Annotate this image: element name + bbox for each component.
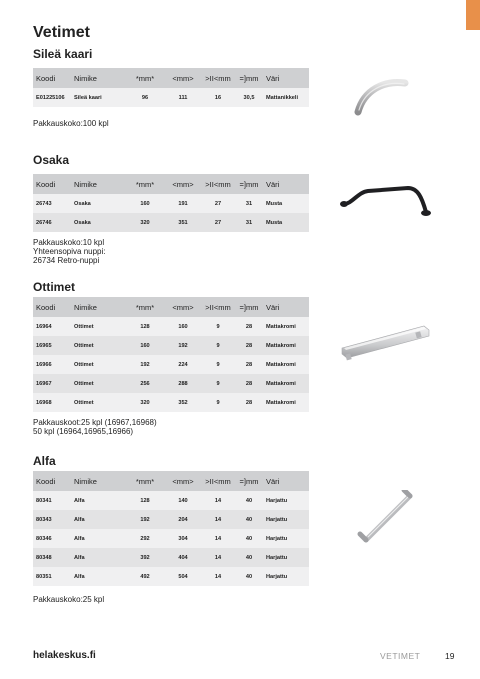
cell-depth: 40: [235, 491, 263, 510]
section-silea-kaari: [33, 46, 309, 128]
column-header: *mm*: [125, 297, 165, 317]
cell-koodi: 16965: [33, 336, 71, 355]
cell-cc: 288: [165, 374, 201, 393]
table-row: [33, 88, 309, 107]
note-line: Pakkauskoot:25 kpl (16967,16968): [33, 418, 157, 427]
cell-nimike: Ottimet: [71, 317, 125, 336]
cell-nimike: Ottimet: [71, 374, 125, 393]
cell-depth: 40: [235, 529, 263, 548]
cell-mm: 320: [125, 213, 165, 232]
note-line: Pakkauskoko:25 kpl: [33, 595, 105, 604]
cell-vari: Harjattu: [263, 529, 309, 548]
cell-depth: 28: [235, 317, 263, 336]
package-note: [33, 595, 309, 604]
cell-koodi: 80346: [33, 529, 71, 548]
cell-height: 16: [201, 88, 235, 107]
cell-cc: 111: [165, 88, 201, 107]
curved-handle-icon: [350, 76, 412, 120]
cell-vari: Mattakromi: [263, 374, 309, 393]
product-table: [33, 297, 309, 412]
cell-mm: 96: [125, 88, 165, 107]
table-row: [33, 529, 309, 548]
cell-depth: 31: [235, 194, 263, 213]
column-header: Väri: [263, 68, 309, 88]
cell-koodi: 80341: [33, 491, 71, 510]
table-row: [33, 510, 309, 529]
cell-koodi: 16967: [33, 374, 71, 393]
section-alfa: [33, 453, 309, 604]
note-line: 26734 Retro-nuppi: [33, 256, 100, 265]
cell-cc: 160: [165, 317, 201, 336]
corner-tab: [466, 0, 480, 30]
column-header: =]mm: [235, 471, 263, 491]
cell-height: 27: [201, 194, 235, 213]
page-number: 19: [445, 651, 455, 661]
cell-mm: 160: [125, 194, 165, 213]
cell-height: 9: [201, 374, 235, 393]
cell-depth: 40: [235, 567, 263, 586]
column-header: *mm*: [125, 174, 165, 194]
column-header: =]mm: [235, 68, 263, 88]
cell-mm: 192: [125, 355, 165, 374]
note-line: 50 kpl (16964,16965,16966): [33, 427, 134, 436]
cell-cc: 192: [165, 336, 201, 355]
column-header: =]mm: [235, 174, 263, 194]
cell-height: 14: [201, 491, 235, 510]
table-row: [33, 491, 309, 510]
cell-mm: 128: [125, 491, 165, 510]
cell-cc: 504: [165, 567, 201, 586]
column-header: =]mm: [235, 297, 263, 317]
cell-vari: Musta: [263, 194, 309, 213]
cell-mm: 320: [125, 393, 165, 412]
section-title: Ottimet: [33, 280, 75, 294]
table-row: [33, 213, 309, 232]
cell-koodi: 80351: [33, 567, 71, 586]
cell-depth: 28: [235, 355, 263, 374]
cell-koodi: 26743: [33, 194, 71, 213]
cell-nimike: Alfa: [71, 548, 125, 567]
cell-height: 9: [201, 317, 235, 336]
cell-koodi: 80343: [33, 510, 71, 529]
cell-height: 9: [201, 336, 235, 355]
section-title: Sileä kaari: [33, 47, 93, 61]
cell-vari: Harjattu: [263, 510, 309, 529]
cell-height: 14: [201, 529, 235, 548]
cell-height: 9: [201, 393, 235, 412]
column-header: Nimike: [71, 471, 125, 491]
product-table: [33, 471, 309, 586]
cell-cc: 351: [165, 213, 201, 232]
footer-site: helakeskus.fi: [33, 650, 96, 661]
cell-cc: 404: [165, 548, 201, 567]
cell-vari: Mattakromi: [263, 355, 309, 374]
cell-cc: 204: [165, 510, 201, 529]
note-line: Pakkauskoko:100 kpl: [33, 119, 109, 128]
cell-vari: Mattanikkeli: [263, 88, 309, 107]
cell-nimike: Alfa: [71, 491, 125, 510]
cell-koodi: E01225106: [33, 88, 71, 107]
column-header: Koodi: [33, 174, 71, 194]
column-header: Koodi: [33, 297, 71, 317]
cell-cc: 352: [165, 393, 201, 412]
table-row: [33, 393, 309, 412]
column-header: Väri: [263, 297, 309, 317]
cell-mm: 128: [125, 317, 165, 336]
column-header: Koodi: [33, 68, 71, 88]
cell-height: 27: [201, 213, 235, 232]
cell-height: 14: [201, 548, 235, 567]
table-header: [33, 297, 309, 317]
cell-vari: Harjattu: [263, 567, 309, 586]
cell-nimike: Ottimet: [71, 355, 125, 374]
column-header: Väri: [263, 174, 309, 194]
cell-depth: 30,5: [235, 88, 263, 107]
column-header: >II<mm: [201, 174, 235, 194]
column-header: >II<mm: [201, 68, 235, 88]
cell-height: 14: [201, 567, 235, 586]
cell-vari: Musta: [263, 213, 309, 232]
cell-depth: 28: [235, 393, 263, 412]
column-header: Väri: [263, 471, 309, 491]
cell-koodi: 26746: [33, 213, 71, 232]
product-table: [33, 174, 309, 232]
column-header: <mm>: [165, 297, 201, 317]
section-ottimet: [33, 279, 309, 436]
note-line: Pakkauskoko:10 kpl: [33, 238, 105, 247]
section-title: Osaka: [33, 153, 70, 167]
column-header: >II<mm: [201, 471, 235, 491]
cell-nimike: Osaka: [71, 194, 125, 213]
angled-handle-icon: [352, 490, 420, 552]
cell-nimike: Alfa: [71, 567, 125, 586]
section-title: Alfa: [33, 454, 56, 468]
cell-koodi: 80348: [33, 548, 71, 567]
package-note: [33, 119, 309, 128]
cell-mm: 292: [125, 529, 165, 548]
cell-depth: 28: [235, 374, 263, 393]
cell-nimike: Ottimet: [71, 393, 125, 412]
note-line: Yhteensopiva nuppi:: [33, 247, 106, 256]
cell-cc: 224: [165, 355, 201, 374]
cell-vari: Harjattu: [263, 491, 309, 510]
cell-koodi: 16964: [33, 317, 71, 336]
cell-koodi: 16966: [33, 355, 71, 374]
table-header: [33, 471, 309, 491]
cell-mm: 160: [125, 336, 165, 355]
column-header: <mm>: [165, 471, 201, 491]
cell-nimike: Alfa: [71, 529, 125, 548]
column-header: <mm>: [165, 68, 201, 88]
column-header: Nimike: [71, 68, 125, 88]
table-row: [33, 374, 309, 393]
column-header: Nimike: [71, 297, 125, 317]
black-handle-icon: [338, 178, 436, 224]
cell-cc: 304: [165, 529, 201, 548]
cell-height: 9: [201, 355, 235, 374]
table-row: [33, 317, 309, 336]
cell-mm: 192: [125, 510, 165, 529]
cell-height: 14: [201, 510, 235, 529]
table-header: [33, 174, 309, 194]
product-table: [33, 68, 309, 107]
cell-mm: 492: [125, 567, 165, 586]
cell-vari: Mattakromi: [263, 317, 309, 336]
table-row: [33, 336, 309, 355]
column-header: <mm>: [165, 174, 201, 194]
bar-handle-icon: [336, 318, 434, 366]
cell-nimike: Osaka: [71, 213, 125, 232]
column-header: *mm*: [125, 68, 165, 88]
cell-vari: Harjattu: [263, 548, 309, 567]
page-title: Vetimet: [33, 24, 90, 41]
footer-section-label: VETIMET: [380, 651, 421, 661]
column-header: >II<mm: [201, 297, 235, 317]
table-row: [33, 194, 309, 213]
cell-vari: Mattakromi: [263, 336, 309, 355]
cell-vari: Mattakromi: [263, 393, 309, 412]
cell-depth: 28: [235, 336, 263, 355]
cell-nimike: Sileä kaari: [71, 88, 125, 107]
cell-koodi: 16968: [33, 393, 71, 412]
column-header: Koodi: [33, 471, 71, 491]
cell-mm: 392: [125, 548, 165, 567]
column-header: *mm*: [125, 471, 165, 491]
table-header: [33, 68, 309, 88]
cell-cc: 191: [165, 194, 201, 213]
package-note: [33, 238, 309, 265]
cell-depth: 40: [235, 510, 263, 529]
column-header: Nimike: [71, 174, 125, 194]
table-row: [33, 355, 309, 374]
cell-nimike: Alfa: [71, 510, 125, 529]
cell-cc: 140: [165, 491, 201, 510]
cell-depth: 31: [235, 213, 263, 232]
table-row: [33, 567, 309, 586]
cell-mm: 256: [125, 374, 165, 393]
package-note: [33, 418, 309, 436]
section-osaka: [33, 152, 309, 265]
cell-nimike: Ottimet: [71, 336, 125, 355]
cell-depth: 40: [235, 548, 263, 567]
table-row: [33, 548, 309, 567]
